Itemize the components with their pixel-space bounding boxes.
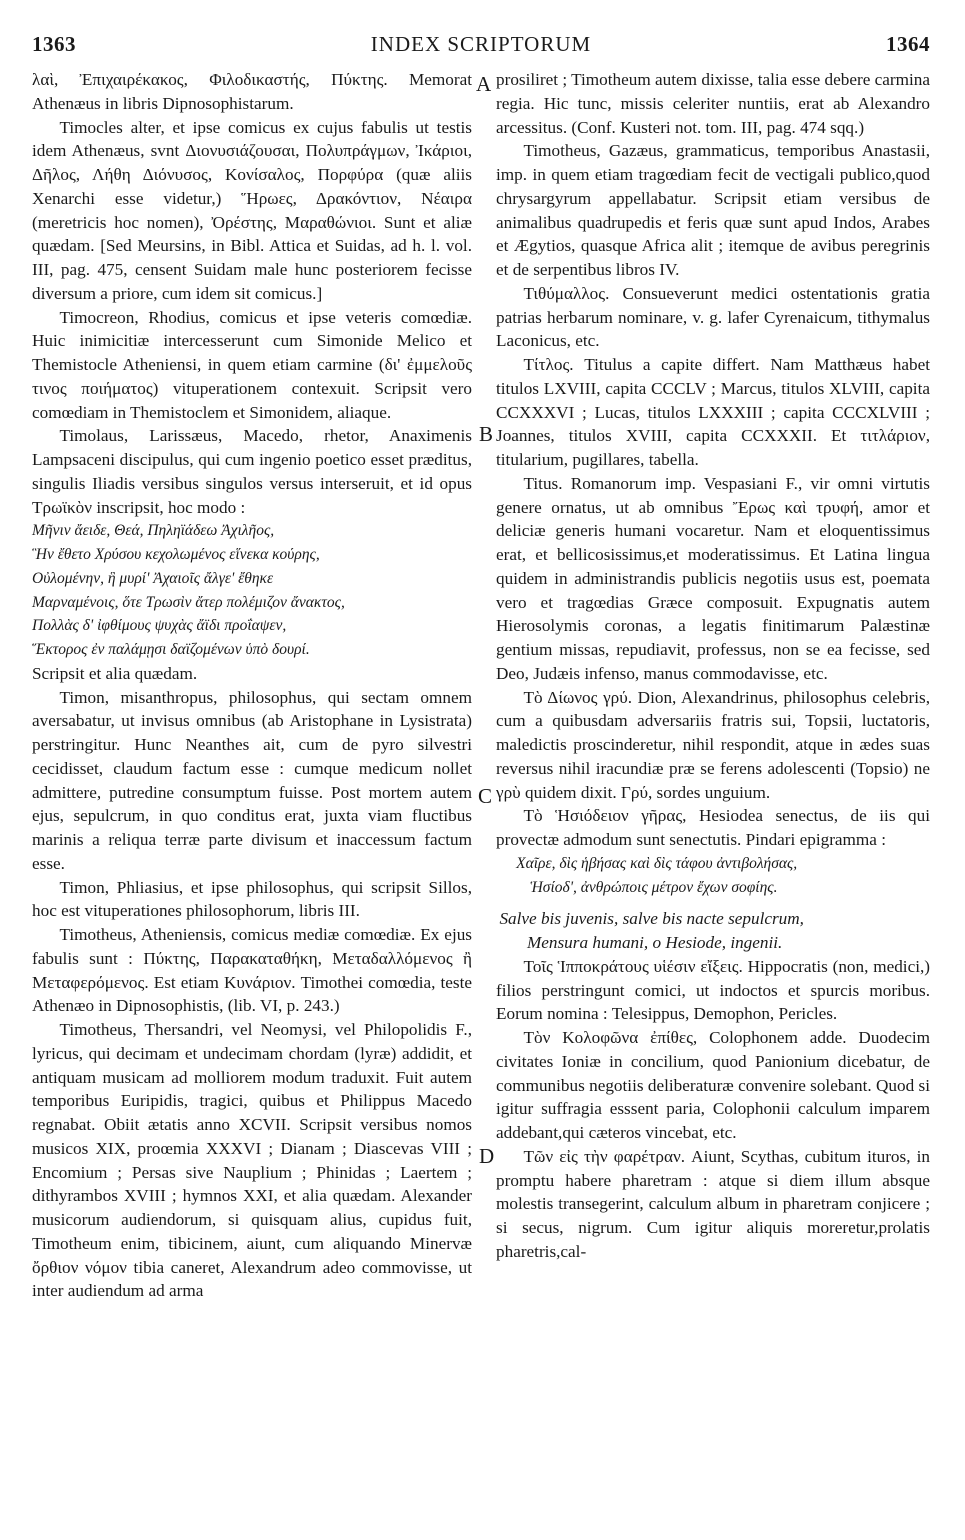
entry-timon-phliasius: Timon, Phliasius, et ipse philosophus, qui scripsit Sillos, hoc est vituperationes philosophorum, libris III. [32, 877, 472, 921]
entry-timolaus: Timolaus, Larissæus, Macedo, rhetor, Anaximenis Lampsaceni discipulus, qui cum ingenio poetico esset præditus, singulis Iliadis versibus singulos versus interseruit, et id opus Τρωϊκὸν inscripsit, hoc modo : [32, 426, 472, 517]
entry-hippocratous: Τοῖς Ἱπποκράτους υἱέσιν εἴξεις. Hippocratis (non, medici,) filios perstringunt comici, ut indoctos et spurcis moribus. Eorum nomina : Telesippus, Demophon, Pericles. [496, 956, 930, 1024]
entry-pharetran: Τῶν εἰς τὴν φαρέτραν. Aiunt, Scythas, cubitum ituros, in promptu habere pharetram : atque si diem illum absque molestis transegerint, calculum album in pharetram conjicere ; si secus, nigrum. Cum igitur aliquis moreretur,prolatis pharetris,cal- [496, 1146, 930, 1261]
right-column [496, 68, 930, 1264]
running-title: INDEX SCRIPTORUM [370, 32, 592, 56]
entry-continuation: λαὶ, Ἐπιχαιρέκακος, Φιλοδικαστής, Πύκτης. Memorat Athenæus in libris Dipnosophistarum. [32, 70, 472, 113]
entry-hesiodeion-geras: Τὸ Ἡσιόδειον γῆρας, Hesiodea senectus, de iis qui provectæ admodum sunt senectutis. Pindari epigramma : [496, 806, 930, 849]
margin-letter-a: A [476, 72, 492, 96]
verse-line: Χαῖρε, δὶς ἡβήσας καὶ δὶς τάφου ἀντιβολήσας, [516, 854, 798, 872]
margin-letter-b: B [479, 422, 494, 446]
right-column-number: 1364 [886, 32, 930, 56]
verse-line: Μαρναμένοις, ὅτε Τρωσὶν ἄτερ πολέμιζον ἄνακτος, [32, 593, 345, 611]
verse-line: Πολλὰς δ' ἰφθίμους ψυχὰς ἄϊδι προΐαψεν, [32, 617, 287, 635]
entry-kolophona: Τὸν Κολοφῶνα ἐπίθες, Colophonem adde. Duodecim civitates Ioniæ in concilium, quod Panionium dicebatur, de communibus negotiis deliberaturæ convenire solebant. Quod si igitur suffragia esssent paria, Colophonii calculum imparem addebant,qui cæteros vincebat, etc. [496, 1028, 930, 1142]
margin-letter-c: C [478, 784, 493, 808]
entry-timotheus-atheniensis: Timotheus, Atheniensis, comicus mediæ comœdiæ. Ex ejus fabulis sunt : Πύκτης, Παρακαταθήκη, Μεταδαλλόμενος ἢ Μεταφερόμενος. Est etiam Κυνάριον. Timothei comœdia, teste Athenæo in Dipnosophistis, (lib. VI, p. 243.) [32, 925, 472, 1016]
entry-continuation: prosiliret ; Timotheum autem dixisse, talia esse debere carmina regia. Hic tunc, missis celeriter nuntiis, erat ab Alexandro arcessitus. (Conf. Kusteri not. tom. III, pag. 474 sqq.) [496, 70, 930, 137]
margin-letter-d: D [479, 1144, 495, 1168]
entry-dionos-gry: Τὸ Δίωνος γρύ. Dion, Alexandrinus, philosophus celebris, cum a quibusdam adversariis fratris sui, Topsii, luctatoris, maledictis proscinderetur, nihil respondit, atque in ædes suas reversus nihil iracundiæ præ se ferens adolescenti (Topsio) ne γρὺ quidem dixit. Γρύ, sordes unguium. [496, 687, 930, 802]
verse-line: Μῆνιν ἄειδε, Θεά, Πηληϊάδεω Ἀχιλῆος, [32, 522, 275, 540]
left-column-number: 1363 [32, 32, 76, 56]
latin-verse-line: Salve bis juvenis, salve bis nacte sepulcrum, [499, 909, 804, 929]
entry-timocreon: Timocreon, Rhodius, comicus et ipse veteris comœdiæ. Huic inimicitiæ intercesserunt cum Simonide Melico et Themistocle Atheniensi, in quem etiam carmine (δι' ἐμμελοῦς τινος ποιήματος) vituperationem contexuit. Scripsit vero comœdiam in Themistoclem et Simonidem, aliaque. [32, 307, 472, 422]
verse-line: Ἡσίοδ', ἀνθρώποις μέτρον ἔχων σοφίης. [530, 878, 778, 896]
verse-line: Οὐλομένην, ἣ μυρί' Ἀχαιοῖς ἄλγε' ἔθηκε [32, 569, 274, 587]
entry-timotheus-gazaeus: Timotheus, Gazæus, grammaticus, temporibus Anastasii, imp. in quem etiam tragœdiam fecit de vectigali publico,quod chrysargyrum appellabatur. Scripsit etiam versibus de animalibus quadrupedis et feris quæ sunt apud Indos, Arabes et Ægytios, quasque Africa alit ; itemque de avibus peregrinis et de serpentibus libros IV. [496, 141, 930, 279]
entry-timon-misanthropus: Timon, misanthropus, philosophus, qui sectam omnem aversabatur, ut invisus omnibus (ab Aristophane in Lysistrata) perstringitur. Hunc Neanthes ait, cum de pyro silvestri cecidisset, claudum factum esse : cumque medicum nollet admittere, putredine consumptum fuisse. Post mortem autem ejus, sepulcrum, in quo conditus erat, juxta viam fluctibus marinis a reliqua terræ parte divisum et inaccessum factum esse. [32, 687, 472, 873]
entry-timocles: Timocles alter, et ipse comicus ex cujus fabulis ut testis idem Athenæus, svnt Διονυσιάζουσαι, Πολυπράγμων, Ἰκάριοι, Δῆλος, Λήθη Διόνυσος, Κονίσαλος, Πορφύρα (quæ aliis Xenarchi esse videtur,) Ἥρωες, Δρακόντιον, Νέαιρα (meretricis hoc nomen), Ὀρέστης, Μαραθώνιοι. Sunt et aliæ quædam. [Sed Meursins, in Bibl. Attica et Suidas, ad h. l. vol. III, pag. 475, censent Suidam male hunc posteriorem fecisse diversum a priore, cum idem sit comicus.] [32, 117, 472, 303]
verse-line: Ἕκτορος ἐν παλάμῃσι δαϊζομένων ὑπὸ δουρί. [32, 641, 310, 658]
page-header [32, 22, 930, 62]
left-column [32, 68, 472, 1303]
latin-verse-line: Mensura humani, o Hesiode, ingenii. [526, 933, 783, 952]
entry-titus: Titus. Romanorum imp. Vespasiani F., vir omni virtutis genere ornatus, ut ab omnibus Ἔρως καὶ τρυφή, amor et deliciæ generis humani vocaretur. Nam et eloquentissimus erat, et bellicosissimus,et moderatissimus. Et Latina lingua quidem in administrandis publicis negotiis usus est, poemata vero et tragœdias Græce composuit. Expugnatis autem Hierosolymis coronas, a legatis finitimarum Palæstinæ gentium missas, repudiavit, professus, non se ea fecisse, sed Deo, Judæis infenso, manus commodavisse, etc. [496, 473, 930, 683]
entry-timotheus-lyricus: Timotheus, Thersandri, vel Neomysi, vel Philopolidis F., lyricus, qui decimam et undecimam chordam (lyræ) addidit, et antiquam musicam ad molliorem modum traduxit. Fuit autem temporibus Euripidis, tragici, quibus et Philippus Macedo regnabat. Obiit ætatis anno XCVII. Scripsit versibus nomos musicos XIX, proœmia XXXVI ; Dianam ; Diascevas VIII ; Encomium ; Persas sive Nauplium ; Phinidas ; Laertem ; dithyrambos XVIII ; hymnos XXI, et alia quædam. Alexander musicorum audiendorum, si quisquam alius, cupidus fuit, Timotheum enim, tibicinem, aiunt, cum aliquando Minervæ ὄρθιον νόμον tibia caneret, Alexandrum adeo commovisse, ut inter audiendum ad arma [32, 1020, 472, 1301]
entry-titlos: Τίτλος. Titulus a capite differt. Nam Matthæus habet titulos LXVIII, capita CCCLV ; Marcus, titulos XLVIII, capita CCXXXVI ; Lucas, titulos LXXXIII ; capita CCCXLVIII ; Joannes, titulos XVIII, capita CCXXXII. Et τιτλάριον, titularium, pugillares, tabella. [496, 355, 930, 469]
verse-line: Ἣν ἔθετο Χρύσου κεχολωμένος εἵνεκα κούρης, [32, 546, 320, 563]
entry-tithymallos: Τιθύμαλλος. Consueverunt medici ostentationis gratia patrias herbarum nominare, v. g. lafer Cyrenaicum, tithymalus Laconicus, etc. [496, 283, 930, 351]
entry-timolaus-end: Scripsit et alia quædam. [32, 663, 198, 683]
